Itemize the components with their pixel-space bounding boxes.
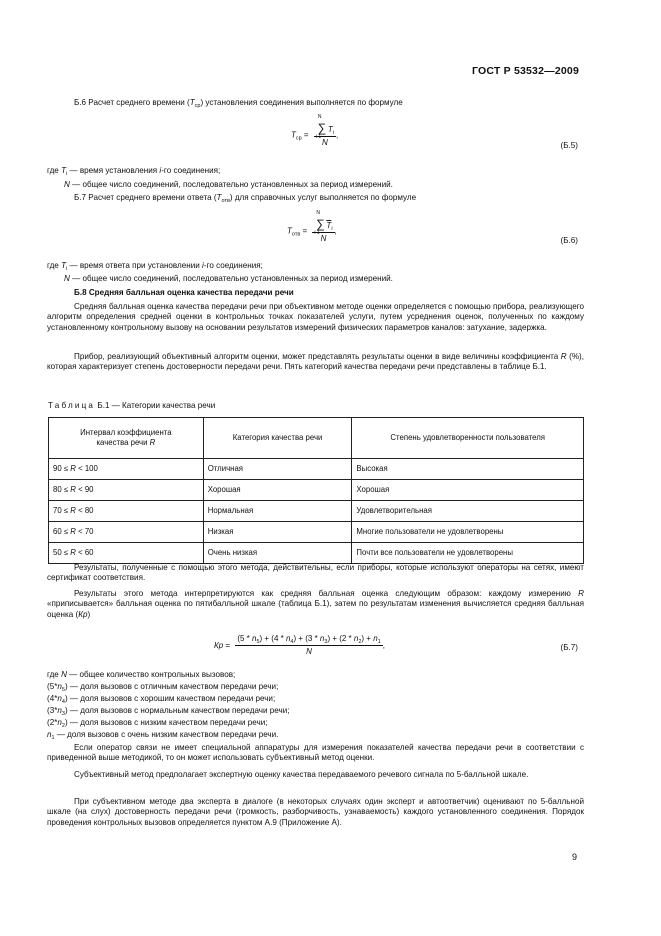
equation-number-b5: (Б.5): [560, 141, 578, 150]
where-b6-line2: N — общее число соединений, последовательно установленных за период измерений.: [64, 274, 393, 283]
subjective-method-paragraph: Субъективный метод предполагает экспертную оценку качества передаваемого речевого сигнала по 5-балльной шкале.: [74, 770, 529, 779]
table-row: [49, 459, 584, 480]
equation-number-b6: (Б.6): [560, 236, 578, 245]
header-cell-category: Категория качества речи: [203, 418, 352, 459]
where-b5-line1: где $T_i$ — время установления i-го соединения;: [47, 166, 221, 177]
cell-satisfaction: Хорошая: [352, 480, 584, 501]
table-header-row: [49, 418, 584, 459]
sum-symbol: ∑ N i 1: [315, 114, 327, 140]
equation-number-b7: (Б.7): [560, 643, 578, 652]
cell-interval: 80 ≤ R < 90: [49, 480, 204, 501]
cell-category: Хорошая: [203, 480, 352, 501]
cell-category: Нормальная: [203, 501, 352, 522]
where-b7-line4: $(3*n_3)$ — доля вызовов с нормальным качеством передачи речи;: [47, 706, 290, 717]
quality-categories-table: [48, 417, 584, 564]
section-b8-paragraph1: Средняя балльная оценка качества передачи речи при объективном методе оценки определяется с помощью прибора, реализующего алгоритм определения средней оценки в контрольных точках показателей услуги, путем усреднения оценок, полученных по каждому установленному контрольному вызову на основании результатов измерений физических параметров каналов: затухание, задержка.: [47, 302, 584, 332]
table-row: [49, 522, 584, 543]
table-row: [49, 543, 584, 564]
cell-interval: 70 ≤ R < 80: [49, 501, 204, 522]
section-b7-text: Б.7 Расчет среднего времени ответа $(T_{отв})$ для справочных услуг выполняется по формуле: [74, 193, 417, 204]
section-b8-heading: Б.8 Средняя балльная оценка качества передачи речи: [74, 288, 294, 297]
cell-interval: 90 ≤ R < 100: [49, 459, 204, 480]
cell-satisfaction: Многие пользователи не удовлетворены: [352, 522, 584, 543]
cell-category: Отличная: [203, 459, 352, 480]
cell-category: Очень низкая: [203, 543, 352, 564]
where-b5-line2: N — общее число соединений, последовательно установленных за период измерений.: [64, 180, 393, 189]
cell-interval: 60 ≤ R < 70: [49, 522, 204, 543]
cell-interval: 50 ≤ R < 60: [49, 543, 204, 564]
cell-satisfaction: Почти все пользователи не удовлетворены: [352, 543, 584, 564]
results-paragraph: Результаты, полученные с помощью этого метода, действительны, если приборы, которые используют операторы на сетях, имеют сертификат соответствия.: [47, 563, 584, 583]
where-b7-line6: $n_1$ — доля вызовов с очень низким качеством передачи речи.: [47, 730, 279, 741]
cell-satisfaction: Высокая: [352, 459, 584, 480]
cell-satisfaction: Удовлетворительная: [352, 501, 584, 522]
formula-b7: Кр = $\frac{(5 * n_5) + (4 * n_4) + (3 * n_3) + (2 * n_2) + n_1}{N}$ ,: [214, 634, 385, 657]
where-b7-line5: $(2*n_2)$ — доля вызовов с низким качеством передачи речи;: [47, 718, 268, 729]
cell-category: Низкая: [203, 522, 352, 543]
where-b7-line1: где N — общее количество контрольных вызовов;: [47, 670, 236, 679]
interpretation-paragraph: Результаты этого метода интерпретируются как средняя балльная оценка следующим образом: каждому измерению R «приписывается» балльная оценка по пятибалльной шкале (таблица Б.1), затем по результатам изменения вычисляется средняя балльная оценка (Кр): [47, 589, 584, 619]
where-b6-line1: где $T_i$ — время ответа при установлении i-го соединения;: [47, 261, 263, 272]
page-number: 9: [571, 852, 577, 862]
header-cell-satisfaction: Степень удовлетворенности пользователя: [352, 418, 584, 459]
header-cell-interval: Интервал коэффициента качества речи R: [49, 418, 204, 459]
table-caption: Таблица Б.1 — Категории качества речи: [48, 401, 216, 410]
sum-symbol: ∑ N i 1: [314, 210, 325, 236]
table-row: [49, 501, 584, 522]
table-row: [49, 480, 584, 501]
document-header: ГОСТ Р 53532—2009: [471, 65, 579, 77]
section-b6-text: Б.6 Расчет среднего времени $(T_{ср})$ установления соединения выполняется по формуле: [74, 98, 403, 109]
formula-b5: $T_{ср}$ = ∑ N i 1 $T_i$ N ,: [291, 114, 339, 148]
operator-paragraph: Если оператор связи не имеет специальной аппаратуры для измерения показателей качества передачи речи в соответствии с приведенной выше методикой, то он может использовать субъективный метод оценки.: [47, 743, 584, 763]
where-b7-line2: $(5*n_5)$ — доля вызовов с отличным качеством передачи речи;: [47, 682, 279, 693]
formula-b6: $T_{отв}$ = ∑ N i 1 $\overline{T}_i$ N ,: [287, 210, 337, 244]
experts-paragraph: При субъективном методе два эксперта в диалоге (в некоторых случаях один эксперт и автоответчик) оценивают по 5-балльной шкале (на слух) достоверность передачи речи (громкость, разборчивость, узнаваемость) каждого установленного соединения. Порядок проведения контрольных вызовов определяется пунктом А.9 (Приложение А).: [47, 797, 584, 827]
section-b8-paragraph2: Прибор, реализующий объективный алгоритм оценки, может представлять результаты оценки в виде величины коэффициента R (%), которая характеризует степень достоверности передачи речи. Пять категорий качества передачи речи представлены в таблице Б.1.: [47, 352, 584, 372]
where-b7-line3: $(4*n_4)$ — доля вызовов с хорошим качеством передачи речи;: [47, 694, 276, 705]
